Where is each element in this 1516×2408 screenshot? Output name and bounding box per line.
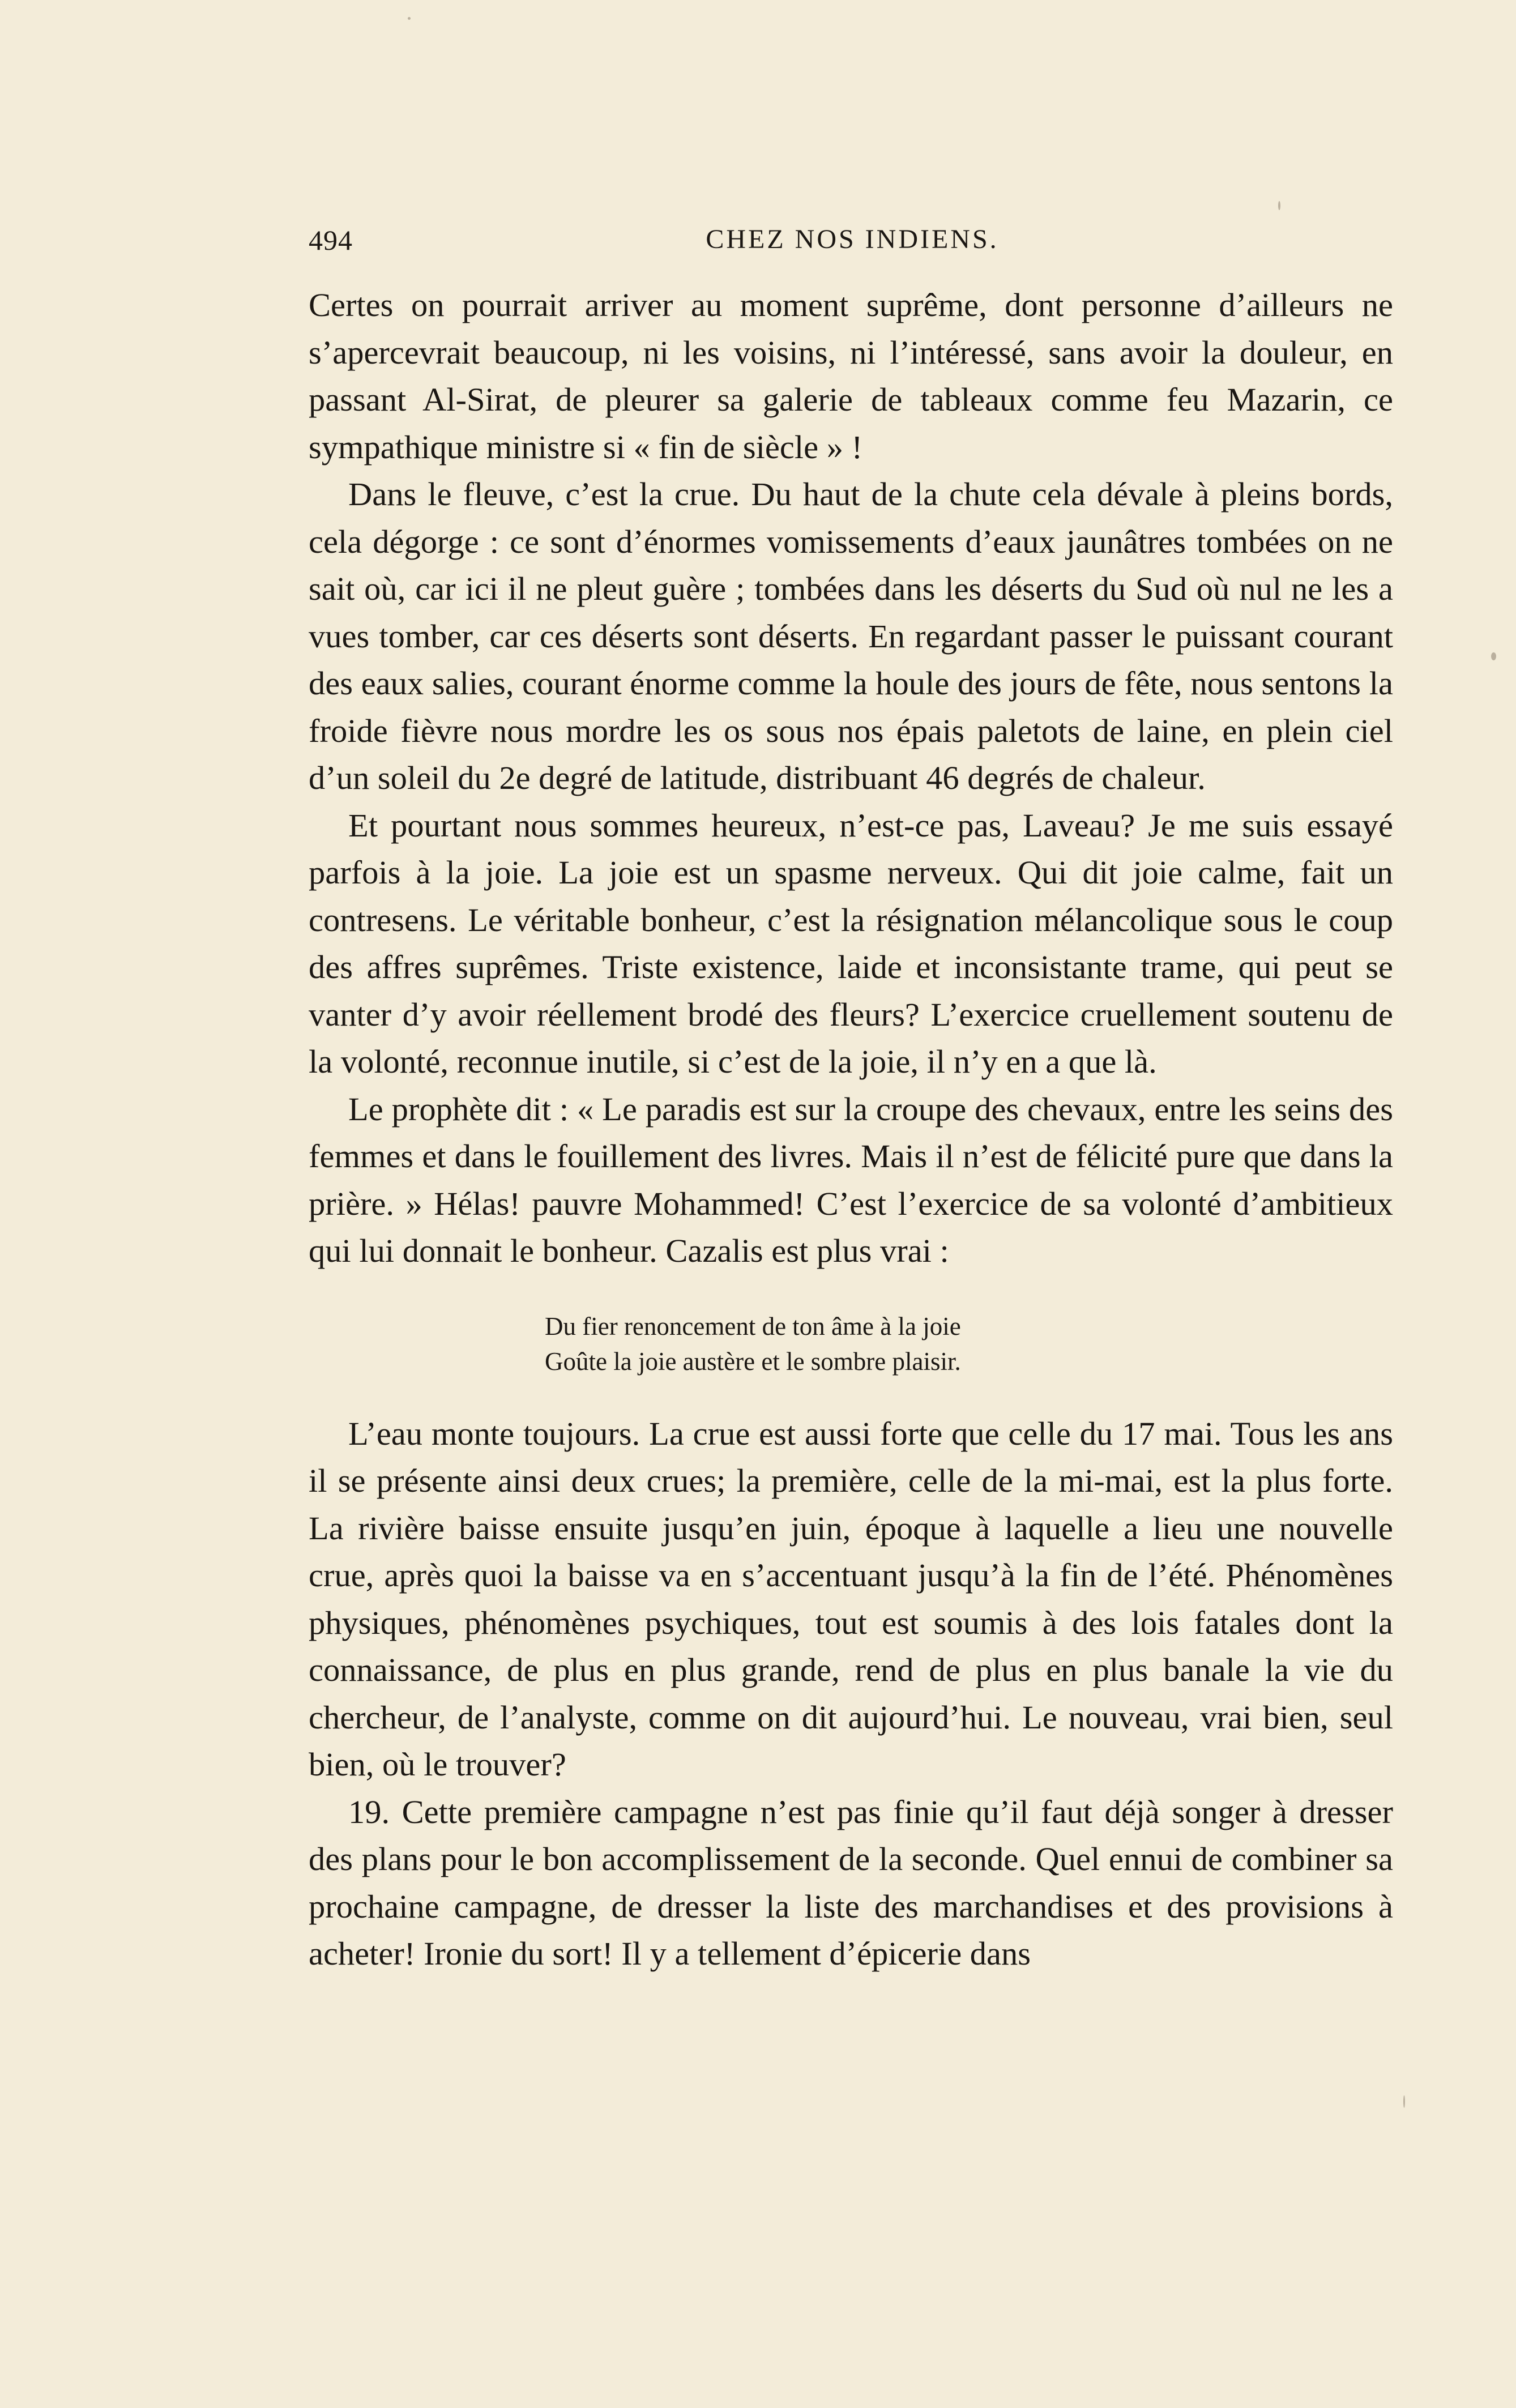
verse-line: Du fier renoncement de ton âme à la joie [545, 1312, 961, 1340]
paragraph: Le prophète dit : « Le paradis est sur la croupe des chevaux, entre les seins des femmes et dans le fouillement des livres. Mais il n’est de félicité pure que dans la prière. » Hélas! pauvre Mohammed! C’est l’exercice de sa volonté d’ambitieux qui lui donnait le bonheur. Cazalis est plus vrai : [309, 1090, 1393, 1269]
verse-line: Goûte la joie austère et le sombre plaisir. [545, 1347, 961, 1376]
paragraph: L’eau monte toujours. La crue est aussi forte que celle du 17 mai. Tous les ans il se présente ainsi deux crues; la première, celle de la mi-mai, est la plus forte. La rivière baisse ensuite jusqu’en juin, époque à laquelle a lieu une nouvelle crue, après quoi la baisse va en s’accentuant jusqu’à la fin de l’été. Phénomènes physiques, phénomènes psychiques, tout est soumis à des lois fatales dont la connaissance, de plus en plus grande, rend de plus en plus banale la vie du chercheur, de l’analyste, comme on dit aujourd’hui. Le nouveau, vrai bien, seul bien, où le trouver? [309, 1415, 1393, 1783]
verse-quotation [309, 1309, 1393, 1379]
paragraph: Certes on pourrait arriver au moment suprême, dont personne d’ailleurs ne s’apercevrait beaucoup, ni les voisins, ni l’intéressé, sans avoir la douleur, en passant Al-Sirat, de pleurer sa galerie de tableaux comme feu Mazarin, ce sympathique ministre si « fin de siècle » ! [309, 287, 1393, 466]
paper-speck [408, 17, 411, 20]
running-title: CHEZ NOS INDIENS. [706, 224, 999, 254]
page-header [309, 224, 1396, 263]
paper-speck [1403, 2095, 1405, 2108]
page-number: 494 [309, 224, 353, 256]
paragraph: 19. Cette première campagne n’est pas finie qu’il faut déjà songer à dresser des plans pour le bon accomplissement de la seconde. Quel ennui de combiner sa prochaine campagne, de dresser la liste des marchandises et des provisions à acheter! Ironie du sort! Il y a tellement d’épicerie dans [309, 1793, 1393, 1972]
paragraph: Et pourtant nous sommes heureux, n’est-ce pas, Laveau? Je me suis essayé parfois à la joie. La joie est un spasme nerveux. Qui dit joie calme, fait un contresens. Le véritable bonheur, c’est la résignation mélancolique sous le coup des affres suprêmes. Triste existence, laide et inconsistante trame, qui peut se vanter d’y avoir réellement brodé des fleurs? L’exercice cruellement soutenu de la volonté, reconnue inutile, si c’est de la joie, il n’y en a que là. [309, 806, 1393, 1080]
paper-speck [1278, 201, 1280, 210]
paragraph: Dans le fleuve, c’est la crue. Du haut de la chute cela dévale à pleins bords, cela dégorge : ce sont d’énormes vomissements d’eaux jaunâtres tombées on ne sait où, car ici il ne pleut guère ; tombées dans les déserts du Sud où nul ne les a vues tomber, car ces déserts sont déserts. En regardant passer le puissant courant des eaux salies, courant énorme comme la houle des jours de fête, nous sentons la froide fièvre nous mordre les os sous nos épais paletots de laine, en plein ciel d’un soleil du 2e degré de latitude, distribuant 46 degrés de chaleur. [309, 476, 1393, 796]
paper-speck [1491, 652, 1496, 660]
body-text [309, 281, 1393, 1978]
